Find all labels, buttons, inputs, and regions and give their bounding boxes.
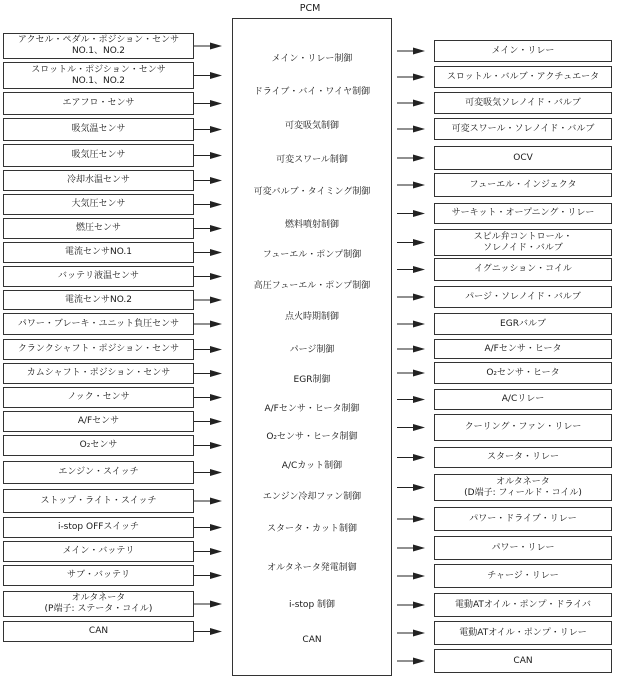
input-box bbox=[3, 339, 194, 360]
output-arrow-head bbox=[413, 346, 425, 353]
output-box bbox=[434, 474, 612, 501]
input-label: O₂センサ bbox=[79, 440, 118, 450]
input-box bbox=[3, 565, 194, 586]
input-arrow-head bbox=[210, 469, 222, 476]
output-label: クーリング・ファン・リレー bbox=[464, 422, 582, 432]
input-arrow-head bbox=[210, 601, 222, 608]
output-label: A/Cリレー bbox=[501, 394, 545, 404]
output-arrow-head bbox=[413, 573, 425, 580]
output-box bbox=[434, 229, 612, 256]
input-label: 燃圧センサ bbox=[75, 223, 121, 233]
input-label: カムシャフト・ポジション・センサ bbox=[26, 368, 171, 378]
input-arrow-head bbox=[210, 201, 222, 208]
input-arrow-head bbox=[210, 548, 222, 555]
output-label: サーキット・オープニング・リレー bbox=[451, 208, 595, 218]
input-arrow-head bbox=[210, 273, 222, 280]
output-label: EGRバルブ bbox=[500, 318, 546, 329]
output-label: パワー・リレー bbox=[491, 542, 555, 553]
input-arrow-head bbox=[210, 442, 222, 449]
input-box bbox=[3, 266, 194, 287]
output-arrow-head bbox=[413, 630, 425, 637]
input-box bbox=[3, 541, 194, 562]
output-label: パージ・ソレノイド・バルブ bbox=[465, 291, 581, 302]
input-label: CAN bbox=[88, 626, 109, 636]
input-arrow-head bbox=[210, 498, 222, 505]
output-box bbox=[434, 362, 612, 384]
input-label: サブ・バッテリ bbox=[66, 570, 130, 580]
input-box bbox=[3, 218, 194, 239]
input-arrow-head bbox=[210, 152, 222, 159]
output-label: チャージ・リレー bbox=[487, 570, 559, 581]
output-box bbox=[434, 564, 612, 588]
input-label: アクセル・ペダル・ポジション・センサ bbox=[17, 35, 180, 45]
input-arrow-head bbox=[210, 100, 222, 107]
input-label: ノック・センサ bbox=[67, 392, 130, 402]
output-label: スタータ・リレー bbox=[486, 452, 559, 462]
output-box bbox=[434, 536, 612, 560]
output-box bbox=[434, 313, 612, 335]
input-label: NO.1、NO.2 bbox=[71, 75, 126, 86]
pcm-function-label: スタータ・カット制御 bbox=[267, 524, 357, 534]
input-arrow-head bbox=[210, 321, 222, 328]
input-box bbox=[3, 92, 194, 115]
output-box bbox=[434, 286, 612, 308]
input-box bbox=[3, 591, 194, 617]
input-box bbox=[3, 435, 194, 456]
pcm-function-label: 可変スワール制御 bbox=[276, 155, 348, 165]
output-arrow-head bbox=[413, 294, 425, 301]
output-box bbox=[434, 146, 612, 170]
output-arrow-head bbox=[413, 210, 425, 217]
output-box bbox=[434, 593, 612, 617]
input-box bbox=[3, 313, 194, 335]
output-arrow-head bbox=[413, 48, 425, 55]
input-arrow-head bbox=[210, 370, 222, 377]
output-label: スピル弁コントロール・ bbox=[473, 231, 573, 242]
output-box bbox=[434, 447, 612, 468]
pcm-function-label: i-stop 制御 bbox=[288, 600, 336, 610]
output-box bbox=[434, 649, 612, 673]
output-label: 可変スワール・ソレノイド・バルブ bbox=[451, 123, 595, 134]
output-label: ソレノイド・バルブ bbox=[483, 242, 563, 253]
output-box bbox=[434, 621, 612, 645]
output-box bbox=[434, 66, 612, 88]
output-arrow-head bbox=[413, 266, 425, 273]
output-label: スロットル・バルブ・アクチュエータ bbox=[446, 71, 600, 82]
output-box bbox=[434, 40, 612, 62]
pcm-function-label: エンジン冷却ファン制御 bbox=[262, 492, 362, 502]
input-label: スロットル・ポジション・センサ bbox=[31, 64, 166, 75]
input-arrow-head bbox=[210, 297, 222, 304]
pcm-function-label: O₂センサ・ヒータ制御 bbox=[266, 432, 358, 442]
pcm-function-label: A/Fセンサ・ヒータ制御 bbox=[264, 404, 360, 414]
output-label: フューエル・インジェクタ bbox=[469, 179, 577, 190]
input-label: 電流センサNO.1 bbox=[64, 247, 133, 257]
output-label: CAN bbox=[513, 655, 533, 666]
output-label: (D端子: フィールド・コイル) bbox=[464, 487, 582, 498]
input-label: オルタネータ bbox=[71, 593, 126, 603]
output-arrow-head bbox=[413, 239, 425, 246]
input-label: エンジン・スイッチ bbox=[58, 467, 139, 477]
output-arrow-head bbox=[413, 658, 425, 665]
pcm-function-label: 点火時期制御 bbox=[284, 312, 339, 322]
output-label: オルタネータ bbox=[496, 476, 550, 487]
input-arrow-head bbox=[210, 72, 222, 79]
output-arrow-head bbox=[413, 424, 425, 431]
input-label: メイン・バッテリ bbox=[62, 546, 135, 556]
input-box bbox=[3, 62, 194, 89]
output-box bbox=[434, 258, 612, 281]
input-label: (P端子: ステータ・コイル) bbox=[44, 604, 153, 614]
pcm-function-label: 高圧フューエル・ポンプ制御 bbox=[253, 281, 371, 291]
output-label: 電動ATオイル・ポンプ・リレー bbox=[459, 627, 587, 638]
pcm-function-label: EGR制御 bbox=[293, 375, 331, 385]
output-box bbox=[434, 92, 612, 114]
pcm-function-label: フューエル・ポンプ制御 bbox=[262, 250, 362, 260]
input-box bbox=[3, 489, 194, 513]
output-arrow-head bbox=[413, 155, 425, 162]
output-arrow-head bbox=[413, 396, 425, 403]
input-box bbox=[3, 33, 194, 59]
output-arrow-head bbox=[413, 484, 425, 491]
output-arrow-head bbox=[413, 545, 425, 552]
input-box bbox=[3, 411, 194, 432]
output-arrow-head bbox=[413, 454, 425, 461]
input-label: 大気圧センサ bbox=[71, 199, 126, 209]
output-label: パワー・ドライブ・リレー bbox=[469, 513, 577, 524]
output-box bbox=[434, 118, 612, 140]
output-label: OCV bbox=[513, 152, 533, 163]
input-arrow-head bbox=[210, 418, 222, 425]
pcm-function-label: 燃料噴射制御 bbox=[284, 220, 339, 230]
input-box bbox=[3, 170, 194, 191]
input-label: エアフロ・センサ bbox=[62, 98, 135, 108]
input-arrow-head bbox=[210, 394, 222, 401]
output-arrow-head bbox=[413, 74, 425, 81]
output-label: O₂センサ・ヒータ bbox=[486, 367, 560, 378]
input-arrow-head bbox=[210, 43, 222, 50]
input-label: パワー・ブレーキ・ユニット負圧センサ bbox=[17, 318, 180, 329]
input-arrow-head bbox=[210, 177, 222, 184]
output-label: イグニッション・コイル bbox=[474, 264, 572, 274]
input-label: バッテリ液温センサ bbox=[57, 271, 139, 281]
output-label: A/Fセンサ・ヒータ bbox=[484, 343, 562, 354]
input-box bbox=[3, 363, 194, 384]
input-label: A/Fセンサ bbox=[77, 416, 120, 426]
pcm-function-label: A/Cカット制御 bbox=[281, 461, 343, 471]
input-box bbox=[3, 118, 194, 141]
input-box bbox=[3, 621, 194, 642]
pcm-function-label: ドライブ・バイ・ワイヤ制御 bbox=[253, 87, 371, 97]
output-arrow-head bbox=[413, 100, 425, 107]
input-arrow-head bbox=[210, 524, 222, 531]
pcm-function-label: メイン・リレー制御 bbox=[271, 54, 353, 64]
input-label: クランクシャフト・ポジション・センサ bbox=[17, 344, 180, 354]
input-box bbox=[3, 461, 194, 484]
input-arrow-head bbox=[210, 249, 222, 256]
input-label: 電流センサNO.2 bbox=[64, 294, 133, 305]
input-box bbox=[3, 387, 194, 408]
output-box bbox=[434, 339, 612, 359]
pcm-function-label: 可変吸気制御 bbox=[284, 121, 339, 131]
input-label: ストップ・ライト・スイッチ bbox=[40, 495, 157, 506]
input-label: NO.1、NO.2 bbox=[71, 46, 126, 56]
input-box bbox=[3, 194, 194, 215]
output-arrow-head bbox=[413, 370, 425, 377]
pcm-title: PCM bbox=[299, 3, 321, 14]
output-label: メイン・リレー bbox=[491, 45, 555, 56]
output-label: 可変吸気ソレノイド・バルブ bbox=[465, 97, 581, 108]
input-arrow-head bbox=[210, 628, 222, 635]
pcm-function-label: オルタネータ発電制御 bbox=[267, 563, 357, 573]
pcm-function-label: CAN bbox=[302, 635, 322, 645]
input-arrow-head bbox=[210, 572, 222, 579]
output-arrow-head bbox=[413, 602, 425, 609]
input-label: 吸気温センサ bbox=[71, 124, 126, 134]
output-box bbox=[434, 203, 612, 224]
input-arrow-head bbox=[210, 225, 222, 232]
input-box bbox=[3, 517, 194, 538]
output-box bbox=[434, 507, 612, 531]
output-box bbox=[434, 173, 612, 197]
input-box bbox=[3, 290, 194, 310]
input-label: i-stop OFFスイッチ bbox=[57, 522, 140, 532]
output-box bbox=[434, 389, 612, 410]
output-box bbox=[434, 414, 612, 441]
input-box bbox=[3, 242, 194, 263]
output-arrow-head bbox=[413, 182, 425, 189]
input-box bbox=[3, 144, 194, 167]
input-label: 冷却水温センサ bbox=[66, 175, 130, 185]
output-arrow-head bbox=[413, 126, 425, 133]
output-label: 電動ATオイル・ポンプ・ドライバ bbox=[454, 599, 592, 610]
pcm-function-label: 可変バルブ・タイミング制御 bbox=[253, 187, 371, 197]
output-arrow-head bbox=[413, 321, 425, 328]
input-arrow-head bbox=[210, 126, 222, 133]
input-arrow-head bbox=[210, 346, 222, 353]
input-label: 吸気圧センサ bbox=[71, 150, 126, 160]
output-arrow-head bbox=[413, 516, 425, 523]
pcm-function-label: パージ制御 bbox=[289, 345, 335, 355]
